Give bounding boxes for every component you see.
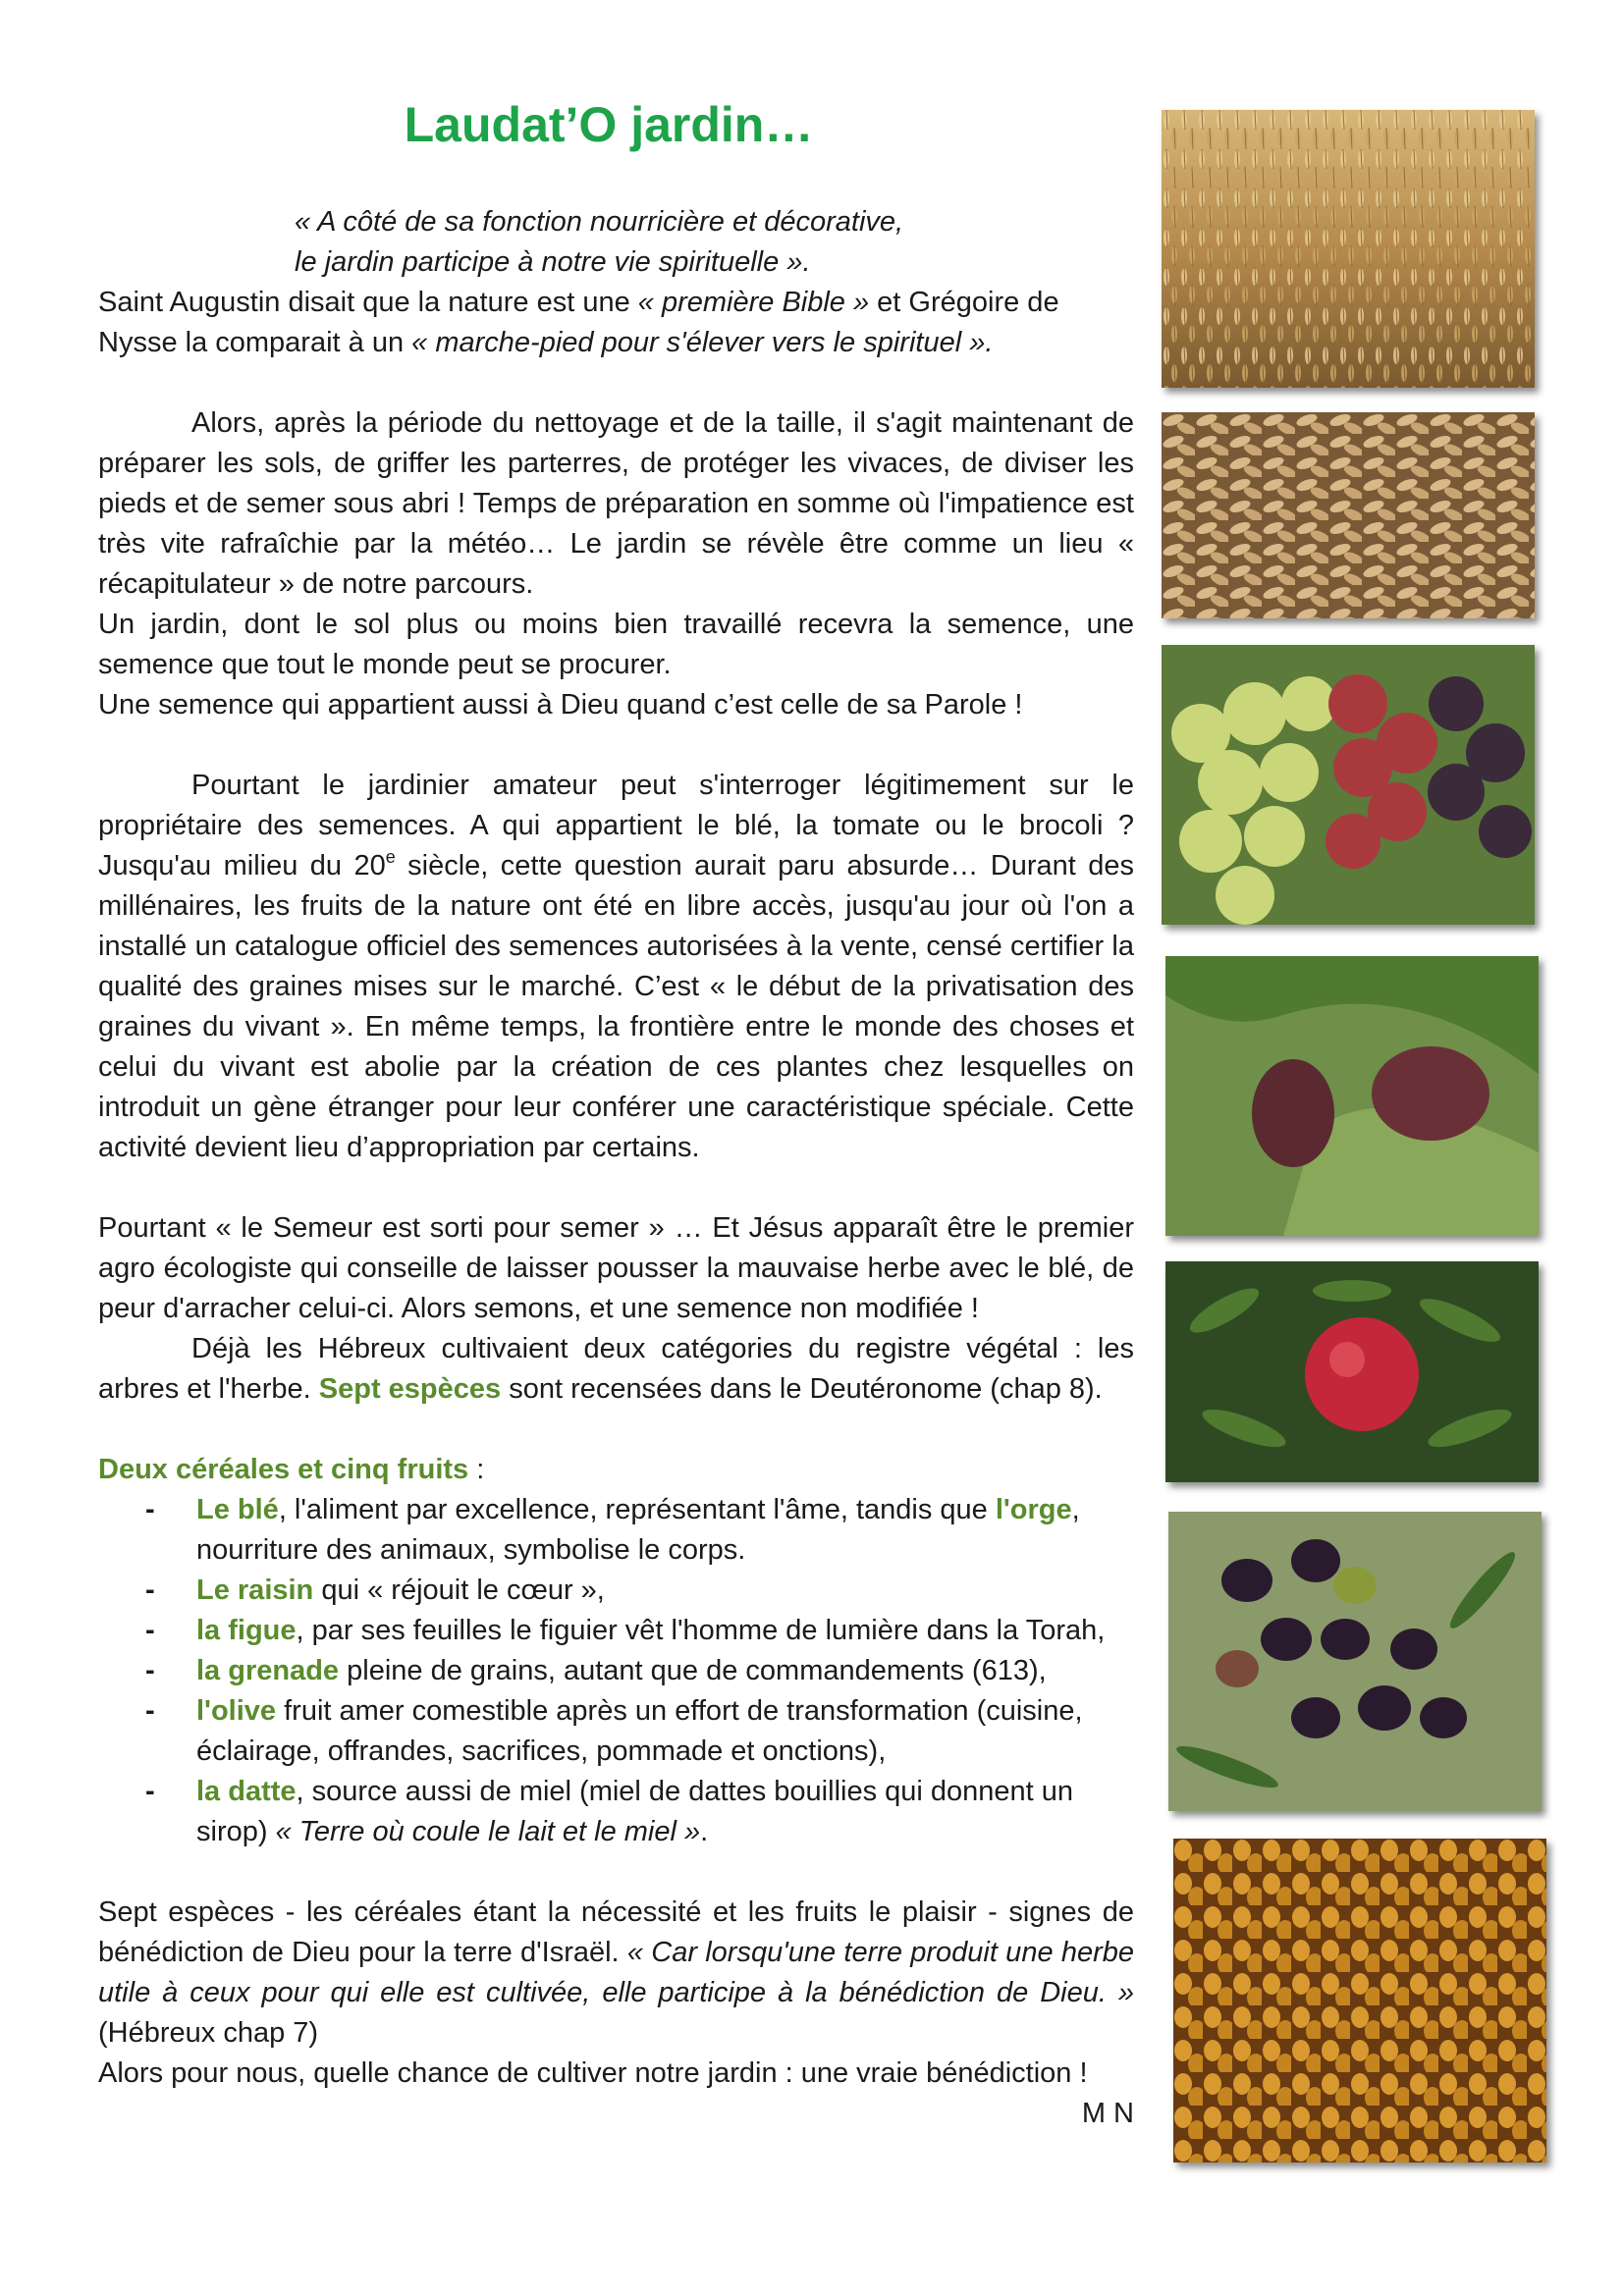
closing-line: Alors pour nous, quelle chance de cultiver notre jardin : une vraie bénédiction ! — [98, 2057, 1088, 2089]
species-heading-colon: : — [468, 1454, 485, 1485]
pomegranate-photo — [1165, 1261, 1539, 1482]
species-text: , nourriture des animaux, symbolise le corps. — [196, 1494, 1080, 1566]
species-term-orge: l'orge — [995, 1494, 1072, 1525]
species-list — [98, 1490, 1134, 1852]
species-term-figue: la figue — [196, 1615, 297, 1646]
list-item — [98, 1772, 1134, 1852]
semence-paragraph: Un jardin, dont le sol plus ou moins bien travaillé recevra la semence, une semence que tout le monde peut se procurer. — [98, 609, 1134, 680]
species-term-olive: l'olive — [196, 1695, 277, 1727]
species-term-grenade: la grenade — [196, 1655, 340, 1686]
parole-paragraph: Une semence qui appartient aussi à Dieu quand c’est celle de sa Parole ! — [98, 689, 1023, 721]
article-body — [98, 202, 1134, 2134]
ownership-text-2: siècle, cette question aurait paru absurde… Durant des millénaires, les fruits de la nature ont été en libre accès, jusqu'au jour où l'on a installé un catalogue officiel des semences autorisées à la vente, censé certifier la qualité des graines mises sur le marché. C’est « le début de la privatisation des graines du vivant ». En même temps, la frontière entre le monde des choses et celui du vivant est abolie par la création de ces plantes chez lesquelles on introduit un gène étranger pour leur conférer une caractéristique spéciale. Cette activité devient lieu d’appropriation par certains. — [98, 850, 1134, 1163]
century-superscript: e — [385, 847, 396, 867]
dates-illustration — [1173, 1839, 1546, 2163]
figs-photo — [1165, 956, 1539, 1236]
augustin-paragraph — [98, 283, 1134, 363]
pomegranate-illustration — [1165, 1261, 1539, 1482]
species-text: qui « réjouit le cœur », — [313, 1575, 605, 1606]
species-term-raisin: Le raisin — [196, 1575, 314, 1606]
species-term-ble: Le blé — [196, 1494, 279, 1525]
species-text: , par ses feuilles le figuier vêt l'homme de lumière dans la Torah, — [296, 1615, 1106, 1646]
opening-quote-line-1: « A côté de sa fonction nourricière et décorative, — [295, 206, 904, 238]
opening-quote-line-2: le jardin participe à notre vie spirituelle ». — [295, 246, 811, 278]
species-heading — [98, 1450, 1134, 1490]
conclusion-paragraph — [98, 1893, 1134, 2054]
species-text: pleine de grains, autant que de commandements (613), — [339, 1655, 1047, 1686]
olives-photo — [1168, 1512, 1542, 1811]
sept-especes-highlight: Sept espèces — [318, 1373, 502, 1405]
conclusion-text-1: Sept espèces - les céréales étant la nécessité et les fruits le plaisir - signes de bénédiction de Dieu pour la terre d'Israël. — [98, 1896, 1134, 1968]
conclusion-text-2: (Hébreux chap 7) — [98, 2017, 319, 2049]
augustin-quote-2: « marche-pied pour s'élever vers le spirituel ». — [411, 327, 994, 358]
hebreux-paragraph — [98, 1329, 1134, 1410]
dates-photo — [1173, 1839, 1546, 2163]
species-text: , source aussi de miel (miel de dattes bouillies qui donnent un sirop) — [196, 1776, 1074, 1847]
species-text: fruit amer comestible après un effort de transformation (cuisine, éclairage, offrandes, sacrifices, pommade et onctions), — [196, 1695, 1083, 1767]
species-text: . — [700, 1816, 709, 1847]
grapes-illustration — [1162, 645, 1535, 925]
augustin-text-1: Saint Augustin disait que la nature est une — [98, 287, 638, 318]
species-term-datte: la datte — [196, 1776, 297, 1807]
species-text: , l'aliment par excellence, représentant l'âme, tandis que — [278, 1494, 996, 1525]
barley-grains-illustration — [1162, 412, 1535, 618]
list-item — [98, 1691, 1134, 1772]
wheat-field-illustration — [1162, 110, 1535, 388]
semeur-paragraph: Pourtant « le Semeur est sorti pour semer » … Et Jésus apparaît être le premier agro écologiste qui conseille de laisser pousser la mauvaise herbe avec le blé, de peur d'arracher celui-ci. Alors semons, et une semence non modifiée ! — [98, 1212, 1134, 1324]
list-item — [98, 1571, 1134, 1611]
conclusion-quote: « Car lorsqu'une terre produit une herbe utile à ceux pour qui elle est cultivée, elle participe à la bénédiction de Dieu. » — [98, 1937, 1134, 2008]
list-item — [98, 1651, 1134, 1691]
signature: M N — [1081, 2098, 1134, 2129]
grapes-photo — [1162, 645, 1535, 925]
species-heading-text: Deux céréales et cinq fruits — [98, 1454, 469, 1485]
barley-grains-photo — [1162, 412, 1535, 618]
ownership-paragraph — [98, 766, 1134, 1168]
olives-illustration — [1168, 1512, 1542, 1811]
figs-illustration — [1165, 956, 1539, 1236]
page-title: Laudat’O jardin… — [404, 97, 814, 152]
hebreux-text-1: Déjà les Hébreux cultivaient deux catégories du registre végétal : les arbres et l'herbe. — [98, 1333, 1134, 1405]
augustin-quote-1: « première Bible » — [637, 287, 870, 318]
species-quote: « Terre où coule le lait et le miel » — [275, 1816, 701, 1847]
list-item — [98, 1611, 1134, 1651]
hebreux-text-2: sont recensées dans le Deutéronome (chap 8). — [501, 1373, 1103, 1405]
augustin-text-2: et Grégoire de Nysse la comparait à un — [98, 287, 1059, 358]
wheat-field-photo — [1162, 110, 1535, 388]
ownership-text-1: Pourtant le jardinier amateur peut s'interroger légitimement sur le propriétaire des semences. A qui appartient le blé, la tomate ou le brocoli ? Jusqu'au milieu du 20 — [98, 770, 1134, 881]
list-item — [98, 1490, 1134, 1571]
preparation-paragraph: Alors, après la période du nettoyage et de la taille, il s'agit maintenant de préparer les sols, de griffer les parterres, de protéger les vivaces, de diviser les pieds et de semer sous abri ! Temps de préparation en somme où l'impatience est très vite rafraîchie par la météo… Le jardin se révèle être comme un lieu « récapitulateur » de notre parcours. — [98, 407, 1134, 600]
